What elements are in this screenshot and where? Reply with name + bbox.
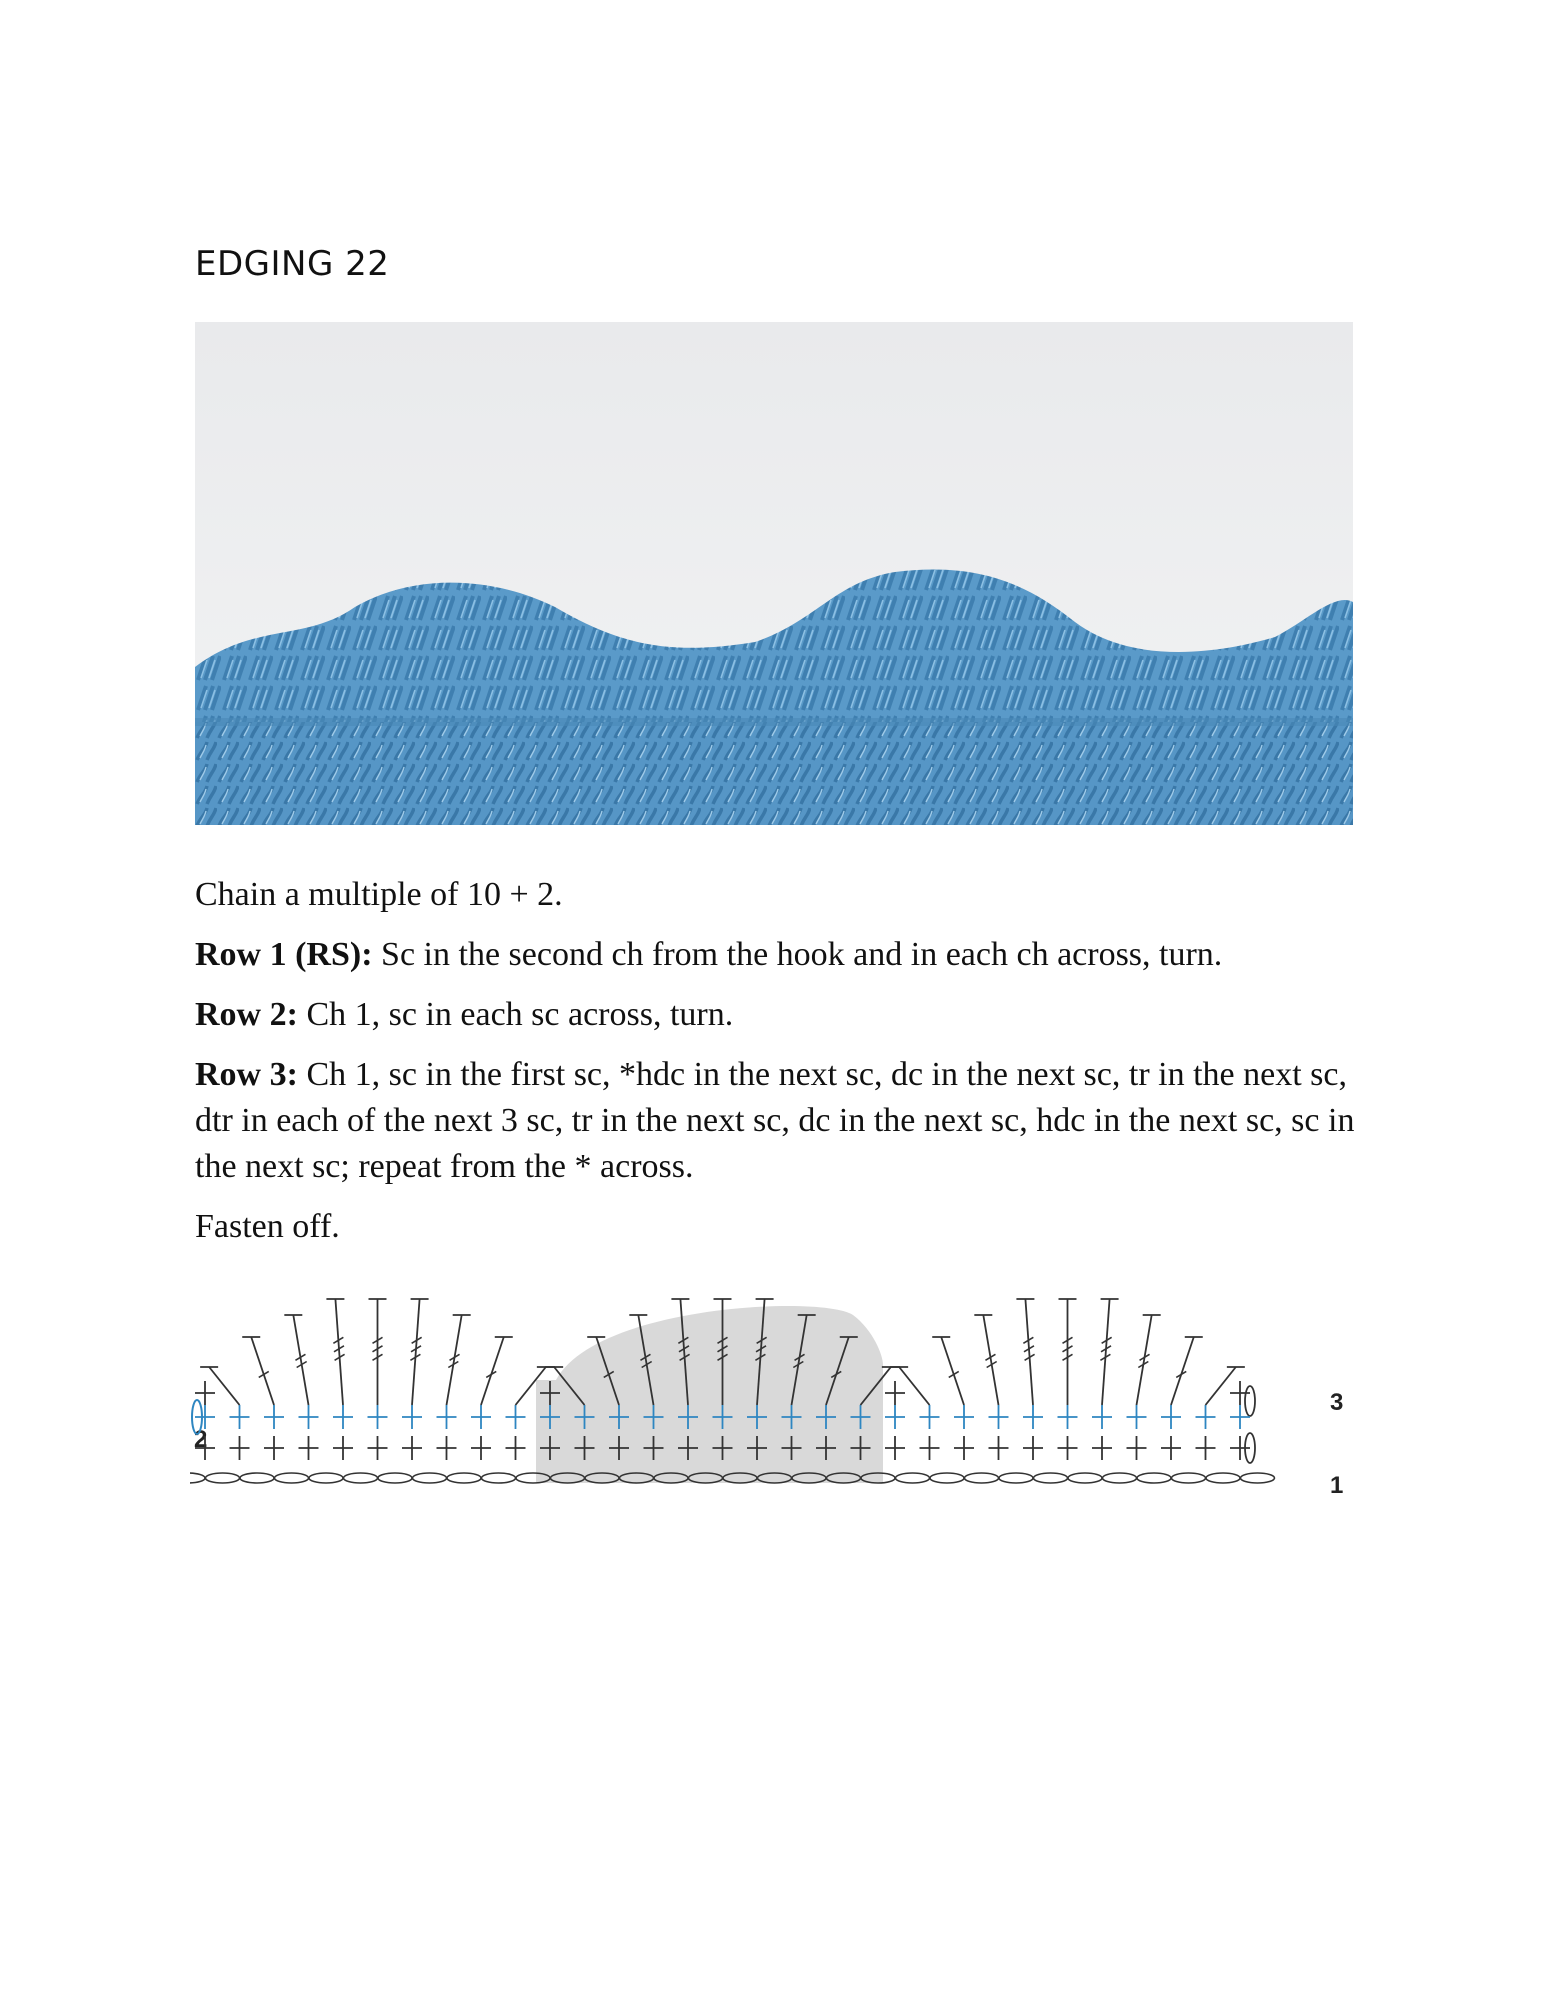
pattern-instructions [195,872,1365,1264]
chain-stitch [206,1473,240,1483]
row-3-dc-post [1171,1337,1194,1405]
row-3-text: Ch 1, sc in the first sc, *hdc in the next sc, dc in the next sc, tr in the next sc, dtr in each of the next 3 sc, tr in the next sc, dc in the next sc, hdc in the next sc, sc in the next sc; repeat from the * across. [195,1056,1355,1185]
row-3-dc-post [941,1337,964,1405]
chain-stitch [1206,1473,1240,1483]
row-label-2: 2 [194,1426,208,1453]
turning-chain-row-3 [1245,1386,1255,1416]
row-3-hdc-post [899,1367,929,1405]
row-3-dtr-post [412,1299,420,1405]
chain-stitch [240,1473,274,1483]
repeat-highlight [536,1306,883,1483]
chain-stitch [965,1473,999,1483]
row-3-dtr-post [1102,1299,1110,1405]
row-3-dtr-post [335,1299,343,1405]
chain-stitch [1172,1473,1206,1483]
row-1-label: Row 1 (RS): [195,936,373,973]
row-label-3: 3 [1330,1389,1344,1416]
row-2-text: Ch 1, sc in each sc across, turn. [297,996,734,1033]
row-3-tr-post [1137,1315,1152,1405]
chain-stitch [1103,1473,1137,1483]
chain-stitch [190,1473,205,1483]
chain-stitch [1068,1473,1102,1483]
row-label-1: 1 [1330,1472,1344,1499]
row-1-instruction [195,932,1365,978]
row-2-instruction [195,992,1365,1038]
chain-stitch [447,1473,481,1483]
crochet-sample-photo [195,322,1353,825]
chain-stitch [1241,1473,1275,1483]
chain-stitch [378,1473,412,1483]
chain-stitch [999,1473,1033,1483]
row-1-text: Sc in the second ch from the hook and in each ch across, turn. [372,936,1223,973]
chain-stitch [309,1473,343,1483]
fasten-off-line: Fasten off. [195,1208,340,1245]
intro-line: Chain a multiple of 10 + 2. [195,876,563,913]
stitch-diagram [190,1275,1370,1535]
chain-stitch [413,1473,447,1483]
row-2-label: Row 2: [195,996,298,1033]
row-3-instruction [195,1052,1365,1190]
row-3-hdc-post [209,1367,239,1405]
chain-stitch [344,1473,378,1483]
chain-stitch [482,1473,516,1483]
row-3-dc-post [481,1337,504,1405]
page-title: EDGING 22 [195,244,390,284]
chain-stitch [930,1473,964,1483]
row-3-dtr-post [1025,1299,1033,1405]
foundation-rows [195,722,1353,825]
chain-stitch [275,1473,309,1483]
chain-stitch [1034,1473,1068,1483]
row-3-dc-post [251,1337,274,1405]
row-3-hdc-post [1206,1367,1236,1405]
chain-stitch [896,1473,930,1483]
row-3-tr-post [447,1315,462,1405]
chain-stitch [1137,1473,1171,1483]
row-3-label: Row 3: [195,1056,298,1093]
